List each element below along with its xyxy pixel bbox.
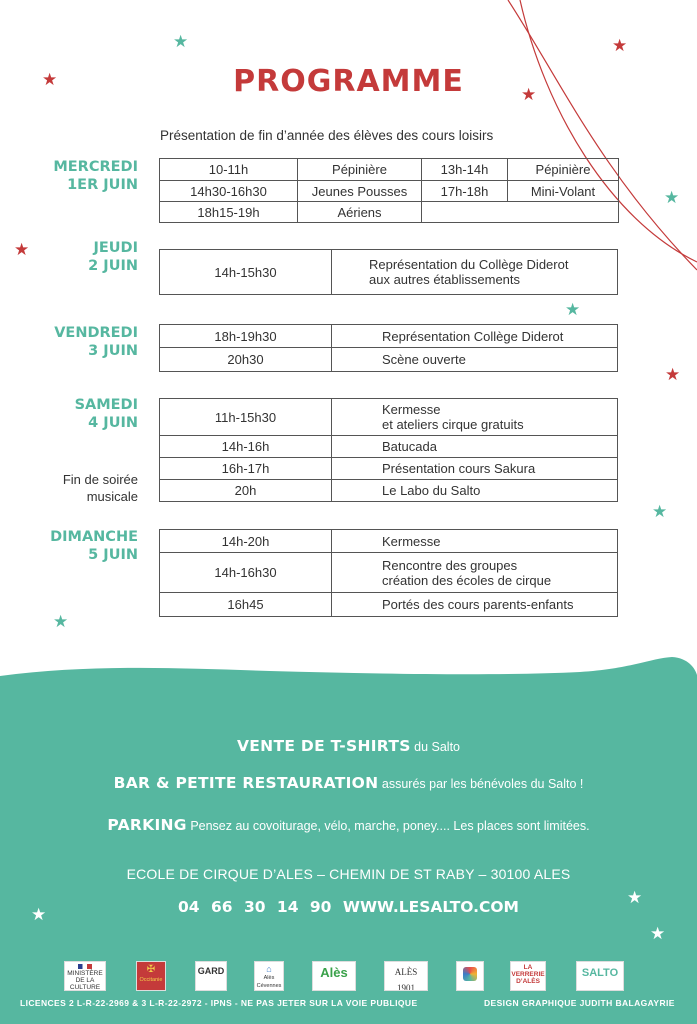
star-icon: ★ bbox=[42, 70, 58, 89]
table-row: 14h-16h Batucada bbox=[160, 436, 618, 458]
footer-design: DESIGN GRAPHIQUE JUDITH BALAGAYRIE bbox=[484, 998, 675, 1008]
logo-gard: GARD bbox=[195, 961, 227, 991]
page-title: PROGRAMME bbox=[233, 64, 464, 99]
table-row: 16h-17h Présentation cours Sakura bbox=[160, 458, 618, 480]
star-icon: ★ bbox=[652, 502, 668, 521]
footer-licences: LICENCES 2 L-R-22-2969 & 3 L-R-22-2972 - IPNS - NE PAS JETER SUR LA VOIE PUBLIQUE bbox=[20, 998, 418, 1008]
table-row: 18h15-19h Aériens bbox=[160, 202, 619, 223]
day-label-jeudi: JEUDI 2 JUIN bbox=[88, 240, 138, 274]
logo-salto: SALTO bbox=[576, 961, 624, 991]
note-fin-de-soiree: Fin de soirée musicale bbox=[62, 472, 138, 504]
day-label-dimanche: DIMANCHE 5 JUIN bbox=[50, 529, 138, 563]
star-icon: ★ bbox=[665, 365, 681, 384]
star-icon: ★ bbox=[612, 36, 628, 55]
logo-ales-cevennes: ⌂ Alès Cévennes bbox=[254, 961, 284, 991]
table-row: 14h-20h Kermesse bbox=[160, 530, 618, 553]
info-bar: BAR & PETITE RESTAURATION assurés par les bénévoles du Salto ! bbox=[113, 774, 584, 792]
star-icon: ★ bbox=[664, 188, 680, 207]
day-label-samedi: SAMEDI 4 JUIN bbox=[74, 397, 138, 431]
table-row: 14h30-16h30 Jeunes Pousses 17h-18h Mini-Volant bbox=[160, 181, 619, 202]
page-subtitle: Présentation de fin d’année des élèves des cours loisirs bbox=[160, 128, 494, 143]
logo-partner-colorful bbox=[456, 961, 484, 991]
info-tshirts: VENTE DE T-SHIRTS du Salto bbox=[236, 737, 461, 755]
star-icon: ★ bbox=[53, 612, 69, 631]
day-label-vendredi: VENDREDI 3 JUIN bbox=[54, 325, 138, 359]
info-parking: PARKING Pensez au covoiturage, vélo, marche, poney.... Les places sont limitées. bbox=[107, 816, 590, 834]
table-row: 20h Le Labo du Salto bbox=[160, 480, 618, 502]
logo-ales-agglo: Alès bbox=[312, 961, 356, 991]
table-row: 11h-15h30 Kermesse et ateliers cirque gratuits bbox=[160, 399, 618, 436]
table-row: 18h-19h30 Représentation Collège Diderot bbox=[160, 325, 618, 348]
address: ECOLE DE CIRQUE D’ALES – CHEMIN DE ST RABY – 30100 ALES bbox=[126, 866, 571, 882]
table-row: 10-11h Pépinière 13h-14h Pépinière bbox=[160, 159, 619, 181]
phone-number: 04 66 30 14 90 bbox=[178, 898, 332, 916]
star-icon: ★ bbox=[173, 32, 189, 51]
star-icon: ★ bbox=[31, 905, 47, 924]
day-label-mercredi: MERCREDI 1ER JUIN bbox=[53, 159, 138, 193]
logo-occitanie: ✠ Occitanie bbox=[136, 961, 166, 991]
table-row: 14h-15h30 Représentation du Collège Diderot aux autres établissements bbox=[160, 250, 618, 295]
website-link[interactable]: WWW.LESALTO.COM bbox=[342, 898, 519, 916]
star-icon: ★ bbox=[650, 924, 666, 943]
contact-line bbox=[0, 898, 697, 916]
star-icon: ★ bbox=[14, 240, 30, 259]
star-icon: ★ bbox=[521, 85, 537, 104]
table-row: 16h45 Portés des cours parents-enfants bbox=[160, 593, 618, 617]
star-icon: ★ bbox=[627, 888, 643, 907]
logo-ales-1901: ALÈS 1901 bbox=[384, 961, 428, 991]
logo-ministere-culture: MINISTÈRE DE LA CULTURE bbox=[64, 961, 106, 991]
star-icon: ★ bbox=[565, 300, 581, 319]
logo-la-verrerie: LA VERRERIE D’ALÈS bbox=[510, 961, 546, 991]
table-row: 20h30 Scène ouverte bbox=[160, 348, 618, 372]
table-row: 14h-16h30 Rencontre des groupes création des écoles de cirque bbox=[160, 553, 618, 593]
